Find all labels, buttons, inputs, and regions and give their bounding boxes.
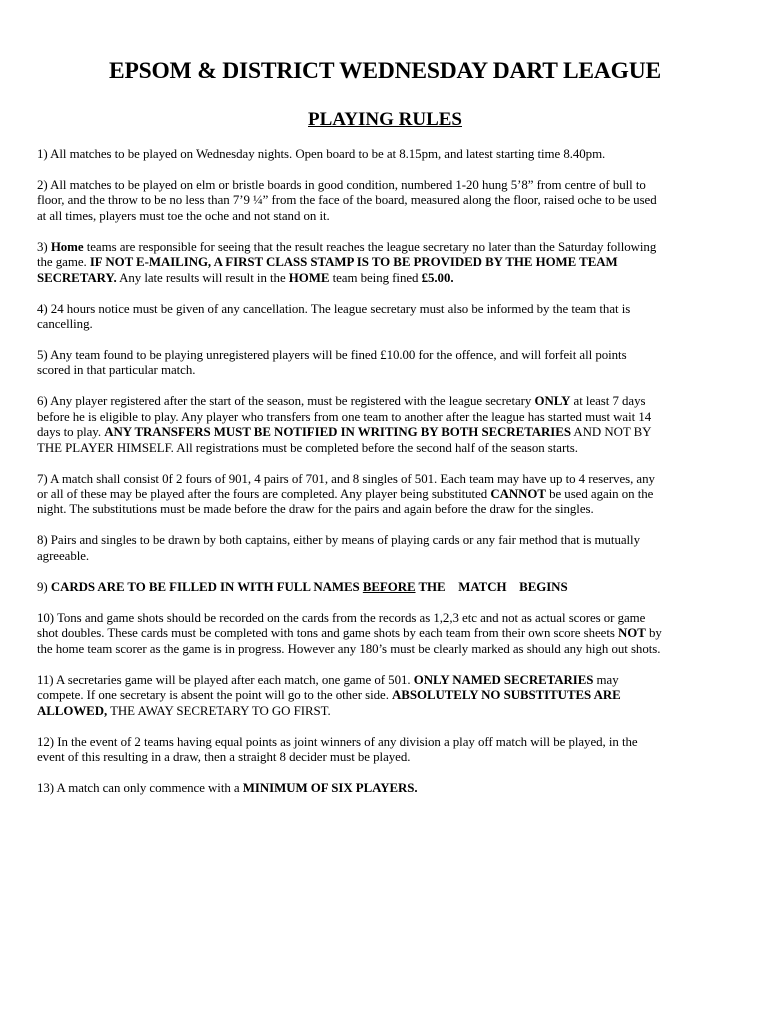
rule-text: agreeable. (37, 548, 90, 563)
rule-text-bold: IF NOT E-MAILING, A FIRST CLASS STAMP IS TO BE PROVIDED BY THE HOME TEAM (89, 255, 618, 270)
rules-list (37, 147, 735, 812)
rule-text-bold: ABSOLUTELY NO SUBSTITUTES ARE (392, 688, 621, 703)
rule-text: floor, and the throw to be no less than 7’9 ¼” from the face of the board, measured along the floor, raised oche to be used (37, 193, 657, 208)
rule-line (37, 642, 735, 657)
rule-text-bold: NOT (618, 626, 646, 641)
rule-line (37, 425, 735, 440)
rule-text: at least 7 days (570, 394, 646, 409)
rule-text: cancelling. (37, 317, 93, 332)
rule-paragraph (37, 735, 735, 766)
rule-paragraph (37, 673, 735, 719)
rule-line (37, 410, 735, 425)
rule-text: event of this resulting in a draw, then a straight 8 decider must be played. (37, 749, 411, 764)
rule-line (37, 271, 735, 286)
rule-line (37, 209, 735, 224)
rule-line (37, 441, 735, 456)
rule-line (37, 704, 735, 719)
rule-text: may (593, 672, 619, 687)
rule-line (37, 240, 735, 255)
rule-line (37, 147, 735, 162)
rule-text-bold: ONLY (534, 394, 571, 409)
rule-line (37, 302, 735, 317)
rule-line (37, 580, 735, 595)
rule-text: team being fined (329, 270, 422, 285)
rule-text-bold: SECRETARY. (37, 270, 117, 285)
rule-text: 1) All matches to be played on Wednesday nights. Open board to be at 8.15pm, and latest starting time 8.40pm. (37, 147, 606, 161)
rule-paragraph (37, 781, 735, 796)
rule-text: shot doubles. These cards must be completed with tons and game shots by each team from their own score sheets (37, 626, 619, 641)
document-subtitle: PLAYING RULES (308, 109, 462, 130)
rule-text-bold: MINIMUM OF SIX PLAYERS. (242, 780, 418, 795)
rule-line (37, 626, 735, 641)
rule-line (37, 487, 735, 502)
rule-text: 10) Tons and game shots should be recorded on the cards from the records as 1,2,3 etc and not as actual scores or game (37, 610, 646, 625)
rule-text: the game. (37, 255, 90, 270)
document-title: EPSOM & DISTRICT WEDNESDAY DART LEAGUE (108, 58, 661, 84)
rule-line (37, 255, 735, 270)
rule-text: 6) Any player registered after the start of the season, must be registered with the league secretary (37, 394, 535, 409)
rule-text: be used again on the (545, 487, 654, 502)
rule-line (37, 735, 735, 750)
rule-text-bold: CANNOT (490, 487, 546, 502)
rule-text: compete. If one secretary is absent the point will go to the other side. (37, 688, 393, 703)
rule-line (37, 502, 735, 517)
rule-text: days to play. (37, 425, 105, 440)
rule-line (37, 673, 735, 688)
rule-line (37, 688, 735, 703)
rule-text-bold: £5.00. (421, 270, 454, 285)
rule-text-bold: BEFORE (362, 579, 416, 594)
rule-text: Any late results will result in the (116, 270, 289, 285)
rule-line (37, 750, 735, 765)
rule-text-bold: CARDS ARE TO BE FILLED IN WITH FULL NAMES (50, 579, 363, 594)
rule-text: 4) 24 hours notice must be given of any cancellation. The league secretary must also be informed by the team that is (37, 301, 631, 316)
rule-text-bold: THE MATCH BEGINS (415, 579, 568, 594)
rule-line (37, 611, 735, 626)
rule-line (37, 549, 735, 564)
rule-paragraph (37, 147, 735, 162)
rule-line (37, 363, 735, 378)
rule-text: 12) In the event of 2 teams having equal points as joint winners of any division a play off match will be played, in the (37, 734, 638, 749)
rule-paragraph (37, 348, 735, 379)
rule-paragraph (37, 394, 735, 456)
rule-paragraph (37, 580, 735, 595)
rule-text-bold: ANY TRANSFERS MUST BE NOTIFIED IN WRITING BY BOTH SECRETARIES (104, 425, 571, 440)
rule-line (37, 178, 735, 193)
rule-text: at all times, players must toe the oche and not stand on it. (37, 208, 330, 223)
rule-line (37, 193, 735, 208)
rule-paragraph (37, 178, 735, 224)
rule-text: 11) A secretaries game will be played after each match, one game of 501. (37, 672, 414, 687)
rule-text: AND NOT BY (570, 425, 652, 440)
rule-text-bold: Home (50, 239, 84, 254)
rule-text: 7) A match shall consist 0f 2 fours of 901, 4 pairs of 701, and 8 singles of 501. Each team may have up to 4 reserves, any (37, 471, 655, 486)
rule-text: or all of these may be played after the fours are completed. Any player being substituted (37, 487, 491, 502)
rule-text-bold: HOME (288, 270, 330, 285)
rule-text: 5) Any team found to be playing unregistered players will be fined £10.00 for the offence, and will forfeit all points (37, 348, 627, 363)
rule-paragraph (37, 472, 735, 518)
rule-text: by (645, 626, 662, 641)
rule-text: scored in that particular match. (37, 363, 196, 378)
rule-text: before he is eligible to play. Any player who transfers from one team to another after the league has started must wait 14 (37, 409, 652, 424)
rule-text: 9) (37, 579, 51, 594)
rule-paragraph (37, 302, 735, 333)
rule-paragraph (37, 611, 735, 657)
rule-paragraph (37, 533, 735, 564)
rule-text: 2) All matches to be played on elm or bristle boards in good condition, numbered 1-20 hung 5’8” from centre of bull to (37, 178, 646, 192)
rule-text-bold: ONLY NAMED SECRETARIES (413, 672, 594, 687)
rule-text: 3) (37, 239, 51, 254)
rule-line (37, 533, 735, 548)
rule-line (37, 348, 735, 363)
rule-text: teams are responsible for seeing that the result reaches the league secretary no later than the Saturday following (83, 239, 657, 254)
rule-line (37, 472, 735, 487)
rule-text: 8) Pairs and singles to be drawn by both captains, either by means of playing cards or any fair method that is mutually (37, 533, 640, 548)
rule-text: THE AWAY SECRETARY TO GO FIRST. (107, 703, 331, 718)
rule-line (37, 317, 735, 332)
rule-text: THE PLAYER HIMSELF. All registrations must be completed before the second half of the season starts. (37, 440, 578, 455)
rule-line (37, 394, 735, 409)
rule-line (37, 781, 735, 796)
rule-text-bold: ALLOWED, (37, 703, 108, 718)
rule-paragraph (37, 240, 735, 286)
rule-text: 13) A match can only commence with a (37, 780, 243, 795)
rule-text: the home team scorer as the game is in progress. However any 180’s must be clearly marked as should any high out shots. (37, 641, 661, 656)
rule-text: night. The substitutions must be made before the draw for the pairs and again before the draw for the singles. (37, 502, 594, 517)
